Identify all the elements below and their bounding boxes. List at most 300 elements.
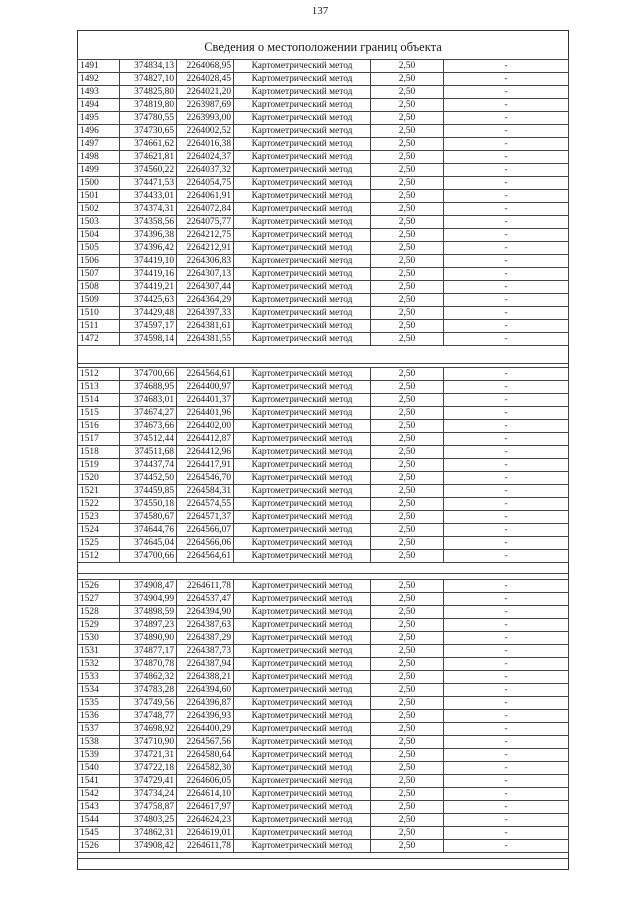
point-number-cell: 1495 xyxy=(78,112,120,125)
y-coordinate-cell: 2264061,91 xyxy=(177,190,234,203)
table-row xyxy=(78,368,569,381)
accuracy-cell: 2,50 xyxy=(371,801,444,814)
table-row xyxy=(78,268,569,281)
description-cell: - xyxy=(444,242,569,255)
description-cell: - xyxy=(444,125,569,138)
x-coordinate-cell: 374511,68 xyxy=(120,446,177,459)
accuracy-cell: 2,50 xyxy=(371,320,444,333)
method-cell: Картометрический метод xyxy=(234,840,371,853)
x-coordinate-cell: 374908,47 xyxy=(120,580,177,593)
x-coordinate-cell: 374904,99 xyxy=(120,593,177,606)
accuracy-cell: 2,50 xyxy=(371,407,444,420)
table-row xyxy=(78,723,569,736)
accuracy-cell: 2,50 xyxy=(371,736,444,749)
description-cell: - xyxy=(444,294,569,307)
method-cell: Картометрический метод xyxy=(234,138,371,151)
accuracy-cell: 2,50 xyxy=(371,60,444,73)
table-row xyxy=(78,775,569,788)
x-coordinate-cell: 374419,10 xyxy=(120,255,177,268)
x-coordinate-cell: 374560,22 xyxy=(120,164,177,177)
table-row xyxy=(78,550,569,563)
y-coordinate-cell: 2264564,61 xyxy=(177,368,234,381)
point-number-cell: 1522 xyxy=(78,498,120,511)
point-number-cell: 1508 xyxy=(78,281,120,294)
description-cell: - xyxy=(444,368,569,381)
point-number-cell: 1528 xyxy=(78,606,120,619)
table-row xyxy=(78,229,569,242)
x-coordinate-cell: 374729,41 xyxy=(120,775,177,788)
table-row xyxy=(78,433,569,446)
x-coordinate-cell: 374700,66 xyxy=(120,368,177,381)
description-cell: - xyxy=(444,229,569,242)
point-number-cell: 1533 xyxy=(78,671,120,684)
table-row xyxy=(78,524,569,537)
table-row xyxy=(78,658,569,671)
x-coordinate-cell: 374722,18 xyxy=(120,762,177,775)
table-row xyxy=(78,190,569,203)
table-row xyxy=(78,125,569,138)
method-cell: Картометрический метод xyxy=(234,827,371,840)
x-coordinate-cell: 374673,66 xyxy=(120,420,177,433)
description-cell: - xyxy=(444,606,569,619)
x-coordinate-cell: 374621,81 xyxy=(120,151,177,164)
method-cell: Картометрический метод xyxy=(234,762,371,775)
point-number-cell: 1543 xyxy=(78,801,120,814)
description-cell: - xyxy=(444,788,569,801)
table-row xyxy=(78,86,569,99)
description-cell: - xyxy=(444,73,569,86)
description-cell: - xyxy=(444,472,569,485)
y-coordinate-cell: 2264388,21 xyxy=(177,671,234,684)
accuracy-cell: 2,50 xyxy=(371,524,444,537)
table-row xyxy=(78,459,569,472)
accuracy-cell: 2,50 xyxy=(371,593,444,606)
method-cell: Картометрический метод xyxy=(234,511,371,524)
description-cell: - xyxy=(444,619,569,632)
description-cell: - xyxy=(444,407,569,420)
method-cell: Картометрический метод xyxy=(234,537,371,550)
description-cell: - xyxy=(444,99,569,112)
y-coordinate-cell: 2264614,10 xyxy=(177,788,234,801)
method-cell: Картометрический метод xyxy=(234,86,371,99)
y-coordinate-cell: 2264068,95 xyxy=(177,60,234,73)
description-cell: - xyxy=(444,138,569,151)
description-cell: - xyxy=(444,216,569,229)
description-cell: - xyxy=(444,60,569,73)
point-number-cell: 1523 xyxy=(78,511,120,524)
point-number-cell: 1531 xyxy=(78,645,120,658)
description-cell: - xyxy=(444,736,569,749)
x-coordinate-cell: 374674,27 xyxy=(120,407,177,420)
method-cell: Картометрический метод xyxy=(234,281,371,294)
x-coordinate-cell: 374819,80 xyxy=(120,99,177,112)
table-row xyxy=(78,736,569,749)
y-coordinate-cell: 2264619,01 xyxy=(177,827,234,840)
accuracy-cell: 2,50 xyxy=(371,164,444,177)
section-divider xyxy=(77,363,569,364)
accuracy-cell: 2,50 xyxy=(371,645,444,658)
method-cell: Картометрический метод xyxy=(234,112,371,125)
point-number-cell: 1507 xyxy=(78,268,120,281)
table-row xyxy=(78,593,569,606)
y-coordinate-cell: 2264028,45 xyxy=(177,73,234,86)
table-row xyxy=(78,151,569,164)
accuracy-cell: 2,50 xyxy=(371,446,444,459)
accuracy-cell: 2,50 xyxy=(371,723,444,736)
description-cell: - xyxy=(444,537,569,550)
description-cell: - xyxy=(444,381,569,394)
accuracy-cell: 2,50 xyxy=(371,814,444,827)
table-row xyxy=(78,307,569,320)
y-coordinate-cell: 2264417,91 xyxy=(177,459,234,472)
description-cell: - xyxy=(444,190,569,203)
table-row xyxy=(78,580,569,593)
description-cell: - xyxy=(444,151,569,164)
point-number-cell: 1527 xyxy=(78,593,120,606)
method-cell: Картометрический метод xyxy=(234,775,371,788)
method-cell: Картометрический метод xyxy=(234,619,371,632)
point-number-cell: 1540 xyxy=(78,762,120,775)
x-coordinate-cell: 374862,32 xyxy=(120,671,177,684)
x-coordinate-cell: 374459,85 xyxy=(120,485,177,498)
point-number-cell: 1494 xyxy=(78,99,120,112)
point-number-cell: 1500 xyxy=(78,177,120,190)
method-cell: Картометрический метод xyxy=(234,645,371,658)
accuracy-cell: 2,50 xyxy=(371,498,444,511)
y-coordinate-cell: 2264387,94 xyxy=(177,658,234,671)
y-coordinate-cell: 2264381,55 xyxy=(177,333,234,346)
y-coordinate-cell: 2264394,60 xyxy=(177,684,234,697)
y-coordinate-cell: 2264364,29 xyxy=(177,294,234,307)
x-coordinate-cell: 374688,95 xyxy=(120,381,177,394)
accuracy-cell: 2,50 xyxy=(371,749,444,762)
method-cell: Картометрический метод xyxy=(234,99,371,112)
description-cell: - xyxy=(444,840,569,853)
description-cell: - xyxy=(444,723,569,736)
method-cell: Картометрический метод xyxy=(234,420,371,433)
accuracy-cell: 2,50 xyxy=(371,762,444,775)
y-coordinate-cell: 2264306,83 xyxy=(177,255,234,268)
table-row xyxy=(78,446,569,459)
method-cell: Картометрический метод xyxy=(234,485,371,498)
description-cell: - xyxy=(444,86,569,99)
y-coordinate-cell: 2264606,05 xyxy=(177,775,234,788)
description-cell: - xyxy=(444,827,569,840)
method-cell: Картометрический метод xyxy=(234,60,371,73)
table-row xyxy=(78,619,569,632)
point-number-cell: 1491 xyxy=(78,60,120,73)
method-cell: Картометрический метод xyxy=(234,307,371,320)
table-row xyxy=(78,710,569,723)
y-coordinate-cell: 2264387,73 xyxy=(177,645,234,658)
y-coordinate-cell: 2264412,96 xyxy=(177,446,234,459)
point-number-cell: 1504 xyxy=(78,229,120,242)
x-coordinate-cell: 374598,14 xyxy=(120,333,177,346)
y-coordinate-cell: 2263993,00 xyxy=(177,112,234,125)
method-cell: Картометрический метод xyxy=(234,736,371,749)
x-coordinate-cell: 374452,50 xyxy=(120,472,177,485)
y-coordinate-cell: 2264571,37 xyxy=(177,511,234,524)
method-cell: Картометрический метод xyxy=(234,446,371,459)
y-coordinate-cell: 2264401,37 xyxy=(177,394,234,407)
x-coordinate-cell: 374780,55 xyxy=(120,112,177,125)
y-coordinate-cell: 2264537,47 xyxy=(177,593,234,606)
table-title: Сведения о местоположении границ объекта xyxy=(204,40,442,54)
x-coordinate-cell: 374550,18 xyxy=(120,498,177,511)
accuracy-cell: 2,50 xyxy=(371,307,444,320)
y-coordinate-cell: 2264412,87 xyxy=(177,433,234,446)
point-number-cell: 1541 xyxy=(78,775,120,788)
description-cell: - xyxy=(444,658,569,671)
y-coordinate-cell: 2264307,44 xyxy=(177,281,234,294)
table-row xyxy=(78,537,569,550)
description-cell: - xyxy=(444,203,569,216)
y-coordinate-cell: 2264401,96 xyxy=(177,407,234,420)
table-row xyxy=(78,472,569,485)
point-number-cell: 1505 xyxy=(78,242,120,255)
accuracy-cell: 2,50 xyxy=(371,632,444,645)
point-number-cell: 1518 xyxy=(78,446,120,459)
table-row xyxy=(78,840,569,853)
accuracy-cell: 2,50 xyxy=(371,86,444,99)
point-number-cell: 1524 xyxy=(78,524,120,537)
y-coordinate-cell: 2264617,97 xyxy=(177,801,234,814)
method-cell: Картометрический метод xyxy=(234,381,371,394)
method-cell: Картометрический метод xyxy=(234,255,371,268)
y-coordinate-cell: 2264397,33 xyxy=(177,307,234,320)
accuracy-cell: 2,50 xyxy=(371,550,444,563)
x-coordinate-cell: 374661,62 xyxy=(120,138,177,151)
method-cell: Картометрический метод xyxy=(234,394,371,407)
coordinates-table-section-3 xyxy=(77,579,569,853)
description-cell: - xyxy=(444,710,569,723)
method-cell: Картометрический метод xyxy=(234,459,371,472)
method-cell: Картометрический метод xyxy=(234,697,371,710)
table-row xyxy=(78,498,569,511)
x-coordinate-cell: 374645,04 xyxy=(120,537,177,550)
y-coordinate-cell: 2264212,91 xyxy=(177,242,234,255)
point-number-cell: 1539 xyxy=(78,749,120,762)
description-cell: - xyxy=(444,632,569,645)
table-row xyxy=(78,112,569,125)
accuracy-cell: 2,50 xyxy=(371,203,444,216)
y-coordinate-cell: 2264582,30 xyxy=(177,762,234,775)
table-row xyxy=(78,632,569,645)
point-number-cell: 1497 xyxy=(78,138,120,151)
method-cell: Картометрический метод xyxy=(234,524,371,537)
method-cell: Картометрический метод xyxy=(234,593,371,606)
method-cell: Картометрический метод xyxy=(234,242,371,255)
y-coordinate-cell: 2264387,29 xyxy=(177,632,234,645)
point-number-cell: 1536 xyxy=(78,710,120,723)
method-cell: Картометрический метод xyxy=(234,164,371,177)
point-number-cell: 1496 xyxy=(78,125,120,138)
method-cell: Картометрический метод xyxy=(234,788,371,801)
accuracy-cell: 2,50 xyxy=(371,190,444,203)
accuracy-cell: 2,50 xyxy=(371,394,444,407)
y-coordinate-cell: 2264381,61 xyxy=(177,320,234,333)
y-coordinate-cell: 2264611,78 xyxy=(177,840,234,853)
table-row xyxy=(78,294,569,307)
point-number-cell: 1499 xyxy=(78,164,120,177)
method-cell: Картометрический метод xyxy=(234,433,371,446)
y-coordinate-cell: 2264611,78 xyxy=(177,580,234,593)
description-cell: - xyxy=(444,177,569,190)
y-coordinate-cell: 2264400,29 xyxy=(177,723,234,736)
method-cell: Картометрический метод xyxy=(234,580,371,593)
x-coordinate-cell: 374433,01 xyxy=(120,190,177,203)
accuracy-cell: 2,50 xyxy=(371,268,444,281)
point-number-cell: 1514 xyxy=(78,394,120,407)
y-coordinate-cell: 2264566,06 xyxy=(177,537,234,550)
table-row xyxy=(78,164,569,177)
y-coordinate-cell: 2264564,61 xyxy=(177,550,234,563)
method-cell: Картометрический метод xyxy=(234,268,371,281)
point-number-cell: 1515 xyxy=(78,407,120,420)
table-row xyxy=(78,138,569,151)
description-cell: - xyxy=(444,459,569,472)
y-coordinate-cell: 2264002,52 xyxy=(177,125,234,138)
accuracy-cell: 2,50 xyxy=(371,420,444,433)
accuracy-cell: 2,50 xyxy=(371,255,444,268)
x-coordinate-cell: 374870,78 xyxy=(120,658,177,671)
accuracy-cell: 2,50 xyxy=(371,73,444,86)
description-cell: - xyxy=(444,112,569,125)
method-cell: Картометрический метод xyxy=(234,125,371,138)
x-coordinate-cell: 374358,56 xyxy=(120,216,177,229)
table-row xyxy=(78,788,569,801)
point-number-cell: 1526 xyxy=(78,840,120,853)
x-coordinate-cell: 374396,42 xyxy=(120,242,177,255)
x-coordinate-cell: 374890,90 xyxy=(120,632,177,645)
section-divider xyxy=(77,858,569,859)
x-coordinate-cell: 374374,31 xyxy=(120,203,177,216)
accuracy-cell: 2,50 xyxy=(371,281,444,294)
description-cell: - xyxy=(444,749,569,762)
table-row xyxy=(78,99,569,112)
method-cell: Картометрический метод xyxy=(234,550,371,563)
y-coordinate-cell: 2264394,90 xyxy=(177,606,234,619)
point-number-cell: 1525 xyxy=(78,537,120,550)
x-coordinate-cell: 374749,56 xyxy=(120,697,177,710)
accuracy-cell: 2,50 xyxy=(371,775,444,788)
x-coordinate-cell: 374734,24 xyxy=(120,788,177,801)
description-cell: - xyxy=(444,320,569,333)
x-coordinate-cell: 374419,16 xyxy=(120,268,177,281)
table-row xyxy=(78,762,569,775)
accuracy-cell: 2,50 xyxy=(371,112,444,125)
point-number-cell: 1493 xyxy=(78,86,120,99)
method-cell: Картометрический метод xyxy=(234,73,371,86)
table-row xyxy=(78,333,569,346)
table-row xyxy=(78,216,569,229)
description-cell: - xyxy=(444,762,569,775)
accuracy-cell: 2,50 xyxy=(371,697,444,710)
method-cell: Картометрический метод xyxy=(234,632,371,645)
x-coordinate-cell: 374396,38 xyxy=(120,229,177,242)
point-number-cell: 1513 xyxy=(78,381,120,394)
accuracy-cell: 2,50 xyxy=(371,177,444,190)
x-coordinate-cell: 374597,17 xyxy=(120,320,177,333)
point-number-cell: 1512 xyxy=(78,368,120,381)
accuracy-cell: 2,50 xyxy=(371,242,444,255)
description-cell: - xyxy=(444,164,569,177)
point-number-cell: 1503 xyxy=(78,216,120,229)
accuracy-cell: 2,50 xyxy=(371,99,444,112)
y-coordinate-cell: 2264072,84 xyxy=(177,203,234,216)
x-coordinate-cell: 374721,31 xyxy=(120,749,177,762)
y-coordinate-cell: 2264037,32 xyxy=(177,164,234,177)
description-cell: - xyxy=(444,433,569,446)
table-row xyxy=(78,420,569,433)
coordinates-table-section-2 xyxy=(77,367,569,563)
description-cell: - xyxy=(444,580,569,593)
x-coordinate-cell: 374897,23 xyxy=(120,619,177,632)
point-number-cell: 1534 xyxy=(78,684,120,697)
x-coordinate-cell: 374862,31 xyxy=(120,827,177,840)
y-coordinate-cell: 2264580,64 xyxy=(177,749,234,762)
y-coordinate-cell: 2264567,56 xyxy=(177,736,234,749)
table-row xyxy=(78,645,569,658)
method-cell: Картометрический метод xyxy=(234,498,371,511)
y-coordinate-cell: 2264021,20 xyxy=(177,86,234,99)
accuracy-cell: 2,50 xyxy=(371,459,444,472)
table-row xyxy=(78,242,569,255)
point-number-cell: 1510 xyxy=(78,307,120,320)
accuracy-cell: 2,50 xyxy=(371,433,444,446)
method-cell: Картометрический метод xyxy=(234,723,371,736)
y-coordinate-cell: 2263987,69 xyxy=(177,99,234,112)
method-cell: Картометрический метод xyxy=(234,710,371,723)
accuracy-cell: 2,50 xyxy=(371,537,444,550)
point-number-cell: 1517 xyxy=(78,433,120,446)
x-coordinate-cell: 374683,01 xyxy=(120,394,177,407)
accuracy-cell: 2,50 xyxy=(371,827,444,840)
table-row xyxy=(78,697,569,710)
point-number-cell: 1529 xyxy=(78,619,120,632)
table-row xyxy=(78,281,569,294)
method-cell: Картометрический метод xyxy=(234,151,371,164)
accuracy-cell: 2,50 xyxy=(371,671,444,684)
point-number-cell: 1520 xyxy=(78,472,120,485)
y-coordinate-cell: 2264546,70 xyxy=(177,472,234,485)
description-cell: - xyxy=(444,485,569,498)
method-cell: Картометрический метод xyxy=(234,801,371,814)
point-number-cell: 1530 xyxy=(78,632,120,645)
table-row xyxy=(78,177,569,190)
x-coordinate-cell: 374437,74 xyxy=(120,459,177,472)
accuracy-cell: 2,50 xyxy=(371,294,444,307)
description-cell: - xyxy=(444,550,569,563)
x-coordinate-cell: 374512,44 xyxy=(120,433,177,446)
table-row xyxy=(78,801,569,814)
y-coordinate-cell: 2264307,13 xyxy=(177,268,234,281)
point-number-cell: 1544 xyxy=(78,814,120,827)
description-cell: - xyxy=(444,684,569,697)
method-cell: Картометрический метод xyxy=(234,368,371,381)
x-coordinate-cell: 374803,25 xyxy=(120,814,177,827)
x-coordinate-cell: 374908,42 xyxy=(120,840,177,853)
x-coordinate-cell: 374825,80 xyxy=(120,86,177,99)
table-row xyxy=(78,60,569,73)
description-cell: - xyxy=(444,801,569,814)
y-coordinate-cell: 2264574,55 xyxy=(177,498,234,511)
description-cell: - xyxy=(444,775,569,788)
method-cell: Картометрический метод xyxy=(234,203,371,216)
y-coordinate-cell: 2264396,93 xyxy=(177,710,234,723)
accuracy-cell: 2,50 xyxy=(371,138,444,151)
x-coordinate-cell: 374700,66 xyxy=(120,550,177,563)
